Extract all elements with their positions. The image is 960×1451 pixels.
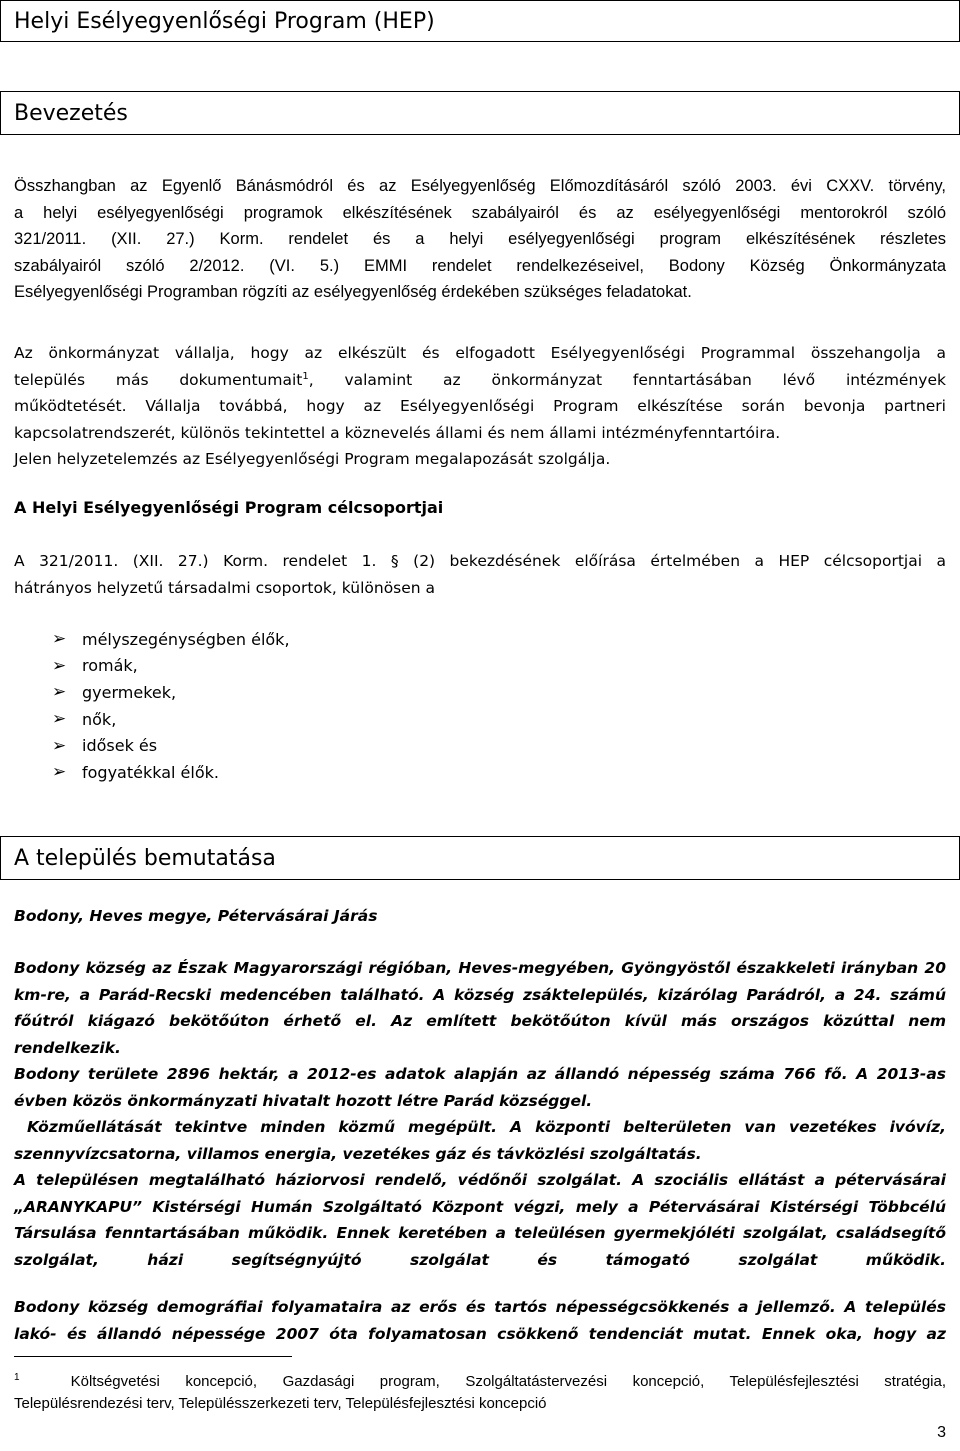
footnote-reference[interactable]: 1 xyxy=(302,370,309,382)
text-line: Az önkormányzat vállalja, hogy az elkészült és elfogadott Esélyegyenlőségi Programmal összehangolja a xyxy=(14,344,946,362)
settlement-paragraph-1 xyxy=(14,955,946,1273)
arrowhead-bullet-icon: ➢ xyxy=(52,762,67,783)
section-heading-intro xyxy=(0,91,960,135)
text-line: „ARANYKAPU” Kistérségi Humán Szolgáltató Központ végzi, mely a Pétervásárai Kistérségi Többcélú xyxy=(14,1197,946,1216)
text-line: működtetését. Vállalja továbbá, hogy az Esélyegyenlőségi Program elkészítése során bevonja partneri xyxy=(14,397,946,415)
arrowhead-bullet-icon: ➢ xyxy=(52,709,67,730)
text-line: évben közös önkormányzati hivatalt hozott létre Parád községgel. xyxy=(14,1091,593,1110)
text-line: A 321/2011. (XII. 27.) Korm. rendelet 1. § (2) bekezdésének előírása értelmében a HEP célcsoportjai a xyxy=(14,552,946,570)
text-line: km-re, a Parád-Recski medencében található. A község zsáktelepülés, kizárólag Parádról, a 24. számú xyxy=(14,985,946,1004)
list-item-label: nők, xyxy=(82,709,117,729)
footnote-separator xyxy=(14,1356,292,1357)
target-groups-heading: A Helyi Esélyegyenlőségi Program célcsoportjai xyxy=(14,498,444,517)
text-line: Közműellátását tekintve minden közmű megépült. A központi belterületen van vezetékes ivóvíz, xyxy=(14,1118,946,1136)
intro-paragraph-1 xyxy=(14,173,946,306)
list-item xyxy=(52,706,290,733)
text-line: lakó- és állandó népessége 2007 óta folyamatosan csökkenő tendenciát mutat. Ennek oka, hogy az xyxy=(14,1324,946,1343)
list-item xyxy=(52,759,290,786)
list-item-label: idősek és xyxy=(82,736,158,756)
intro-paragraph-2 xyxy=(14,340,946,473)
section-title-settlement: A település bemutatása xyxy=(14,845,276,871)
list-item-label: fogyatékkal élők. xyxy=(82,762,219,782)
list-item-label: gyermekek, xyxy=(82,682,177,702)
text-span: Költségvetési koncepció, Gazdasági program, Szolgáltatástervezési koncepció, Településfejlesztési stratégia, xyxy=(70,1373,946,1390)
text-span: , valamint az önkormányzat fenntartásában lévő intézmények xyxy=(308,370,946,389)
settlement-paragraph-2 xyxy=(14,1294,946,1347)
text-line: Bodony község az Észak Magyarországi régióban, Heves-megyében, Gyöngyöstől északkeleti irányban 20 xyxy=(14,959,946,977)
text-line: Bodony község demográfiai folyamataira az erős és tartós népességcsökkenés a jellemző. A település xyxy=(14,1298,946,1316)
text-line: 321/2011. (XII. 27.) Korm. rendelet és a helyi esélyegyenlőségi program elkészítésének részletes xyxy=(14,230,946,248)
document-title: Helyi Esélyegyenlőségi Program (HEP) xyxy=(14,8,435,34)
text-line: Összhangban az Egyenlő Bánásmódról és az Esélyegyenlőség Előmozdításáról szóló 2003. évi CXXV. törvény, xyxy=(14,177,946,195)
text-line xyxy=(14,1371,946,1393)
arrowhead-bullet-icon: ➢ xyxy=(52,735,67,756)
arrowhead-bullet-icon: ➢ xyxy=(52,682,67,703)
text-line: Jelen helyzetelemzés az Esélyegyenlőségi Program megalapozását szolgálja. xyxy=(14,450,611,468)
text-line: hátrányos helyzetű társadalmi csoportok, különösen a xyxy=(14,578,436,597)
text-line: a helyi esélyegyenlőségi programok elkészítésének szabályairól és az esélyegyenlőségi mentorokról szóló xyxy=(14,203,946,222)
text-line: Bodony területe 2896 hektár, a 2012-es adatok alapján az állandó népesség száma 766 fő. A 2013-as xyxy=(14,1065,946,1083)
list-item xyxy=(52,679,290,706)
document-header xyxy=(0,0,960,42)
section-heading-settlement xyxy=(0,836,960,880)
page-number: 3 xyxy=(937,1424,946,1441)
list-item-label: romák, xyxy=(82,656,138,676)
text-line: kapcsolatrendszerét, különös tekintettel a köznevelés állami és nem állami intézményfenntartóira. xyxy=(14,423,781,442)
footnote xyxy=(14,1371,946,1415)
text-span: település más dokumentumait xyxy=(14,370,303,389)
text-line: Esélyegyenlőségi Programban rögzíti az esélyegyenlőség érdekében szükséges feladatokat. xyxy=(14,283,692,301)
list-item-label: mélyszegénységben élők, xyxy=(82,629,290,649)
text-line: főútról kiágazó bekötőúton érhető el. Az említett bekötőúton kívül más országos közúttal nem xyxy=(14,1012,946,1030)
list-item xyxy=(52,732,290,759)
text-line: A településen megtalálható háziorvosi rendelő, védőnői szolgálat. A szociális ellátást a pétervásárai xyxy=(14,1171,946,1189)
footnote-mark: 1 xyxy=(14,1372,20,1383)
arrowhead-bullet-icon: ➢ xyxy=(52,629,67,650)
section-title-intro: Bevezetés xyxy=(14,100,128,126)
text-line: Társulása fenntartásában működik. Ennek keretében a teleülésen gyermekjóléti szolgálat, családsegítő xyxy=(14,1224,946,1242)
text-line: szennyvízcsatorna, villamos energia, vezetékes gáz és távközlési szolgáltatás. xyxy=(14,1144,702,1163)
target-groups-intro xyxy=(14,548,946,601)
list-item xyxy=(52,626,290,653)
text-line xyxy=(14,367,946,394)
text-line: szolgálat, házi segítségnyújtó szolgálat és támogató szolgálat működik. xyxy=(14,1250,946,1269)
target-groups-list xyxy=(52,626,290,786)
text-line: szabályairól szóló 2/2012. (VI. 5.) EMMI rendelet rendelkezéseivel, Bodony Község Önkormányzata xyxy=(14,256,946,275)
arrowhead-bullet-icon: ➢ xyxy=(52,655,67,676)
settlement-subheading: Bodony, Heves megye, Pétervásárai Járás xyxy=(14,907,378,925)
text-line: Településrendezési terv, Településszerkezeti terv, Településfejlesztési koncepció xyxy=(14,1395,547,1412)
list-item xyxy=(52,653,290,680)
text-line: rendelkezik. xyxy=(14,1038,121,1057)
